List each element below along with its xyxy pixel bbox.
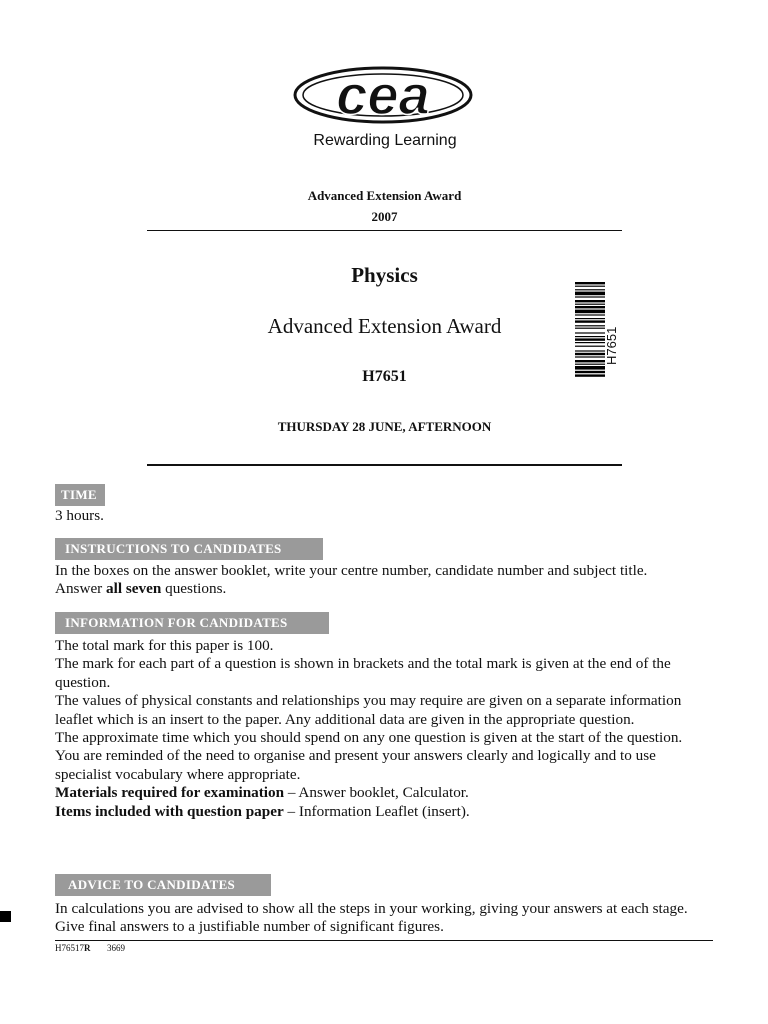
instructions-line: [55, 580, 715, 598]
instructions-text: [55, 562, 715, 599]
cea-logo: [290, 62, 480, 157]
barcode-bar: [575, 332, 605, 333]
paper-code: H7651: [362, 368, 407, 385]
barcode-bar: [575, 364, 605, 365]
barcode-bar: [575, 350, 605, 351]
instructions-answer-prefix: Answer: [55, 580, 107, 598]
information-paragraph: The mark for each part of a question is shown in brackets and the total mark is given at the end of the question.: [55, 655, 671, 691]
barcode-bar: [575, 306, 605, 308]
information-paragraph: The approximate time which you should spend on any one question is given at the start of the question.: [55, 729, 683, 747]
barcode-bar: [575, 292, 605, 296]
barcode-label: H7651: [604, 326, 619, 365]
materials-value: – Answer booklet, Calculator.: [284, 784, 469, 802]
award-line: Advanced Extension Award: [307, 188, 462, 203]
barcode-bar: [575, 338, 605, 340]
barcode-bar: [575, 304, 605, 305]
barcode-bar: [575, 336, 605, 337]
items-label: Items included with question paper: [55, 802, 284, 820]
logo-tagline: Rewarding Learning: [313, 132, 457, 149]
barcode-bar: [575, 300, 605, 302]
time-text: 3 hours.: [55, 507, 104, 524]
barcode-bar: [575, 374, 605, 376]
barcode-bar: [575, 342, 605, 343]
instructions-line: In the boxes on the answer booklet, write your centre number, candidate number and subject title.: [55, 562, 648, 579]
information-paragraph: The values of physical constants and relationships you may require are given on a separate information leaflet which is an insert to the paper. Any additional data are given in the appropriate question.: [55, 692, 682, 728]
instructions-answer-suffix: questions.: [161, 580, 227, 598]
footer-code-main: H76517: [55, 943, 84, 953]
barcode-bar: [575, 346, 605, 347]
footer-code: [55, 943, 91, 953]
barcode-bar: [575, 320, 605, 322]
barcode-bar: [575, 371, 605, 373]
materials-line: [55, 784, 715, 802]
divider-top: [147, 230, 622, 231]
information-paragraph: The total mark for this paper is 100.: [55, 637, 274, 654]
divider-bottom: [147, 464, 622, 466]
instructions-answer-count: all seven: [106, 580, 162, 598]
items-line: [55, 803, 715, 821]
materials-label: Materials required for examination: [55, 784, 285, 802]
items-value: – Information Leaflet (insert).: [283, 802, 470, 820]
exam-session: THURSDAY 28 JUNE, AFTERNOON: [277, 419, 492, 434]
barcode: [575, 282, 605, 408]
footer-number: 3669: [107, 943, 125, 953]
instructions-heading: INSTRUCTIONS TO CANDIDATES: [55, 538, 323, 560]
subject-title: Physics: [351, 263, 418, 287]
margin-mark: [0, 911, 11, 922]
footer-code-suffix: R: [84, 943, 91, 953]
barcode-bar: [575, 289, 605, 290]
barcode-bar: [575, 360, 605, 362]
information-text: [55, 637, 715, 821]
barcode-bar: [575, 310, 605, 314]
advice-text: In calculations you are advised to show all the steps in your working, giving your answers at each stage. Give final answers to a justifiable number of significant figures.: [55, 900, 688, 936]
barcode-bar: [575, 282, 605, 284]
barcode-bar: [575, 318, 605, 319]
barcode-bar: [575, 353, 605, 355]
barcode-bar: [575, 328, 605, 329]
award-title: Advanced Extension Award: [267, 314, 502, 338]
information-paragraph: You are reminded of the need to organise and present your answers clearly and logically and to use specialist vocabulary where appropriate.: [55, 747, 656, 783]
barcode-bar: [575, 296, 605, 297]
barcode-bar: [575, 366, 605, 370]
footer-divider: [55, 940, 713, 941]
information-heading: INFORMATION FOR CANDIDATES: [55, 612, 329, 634]
barcode-bar: [575, 325, 605, 326]
barcode-bar: [575, 314, 605, 315]
advice-heading: ADVICE TO CANDIDATES: [55, 874, 271, 896]
barcode-bar: [575, 356, 605, 357]
barcode-bar: [575, 286, 605, 287]
cea-logo-graphic: [290, 62, 480, 130]
exam-year: 2007: [371, 209, 398, 224]
logo-letters: cea: [336, 63, 430, 126]
time-heading: TIME: [55, 484, 105, 506]
